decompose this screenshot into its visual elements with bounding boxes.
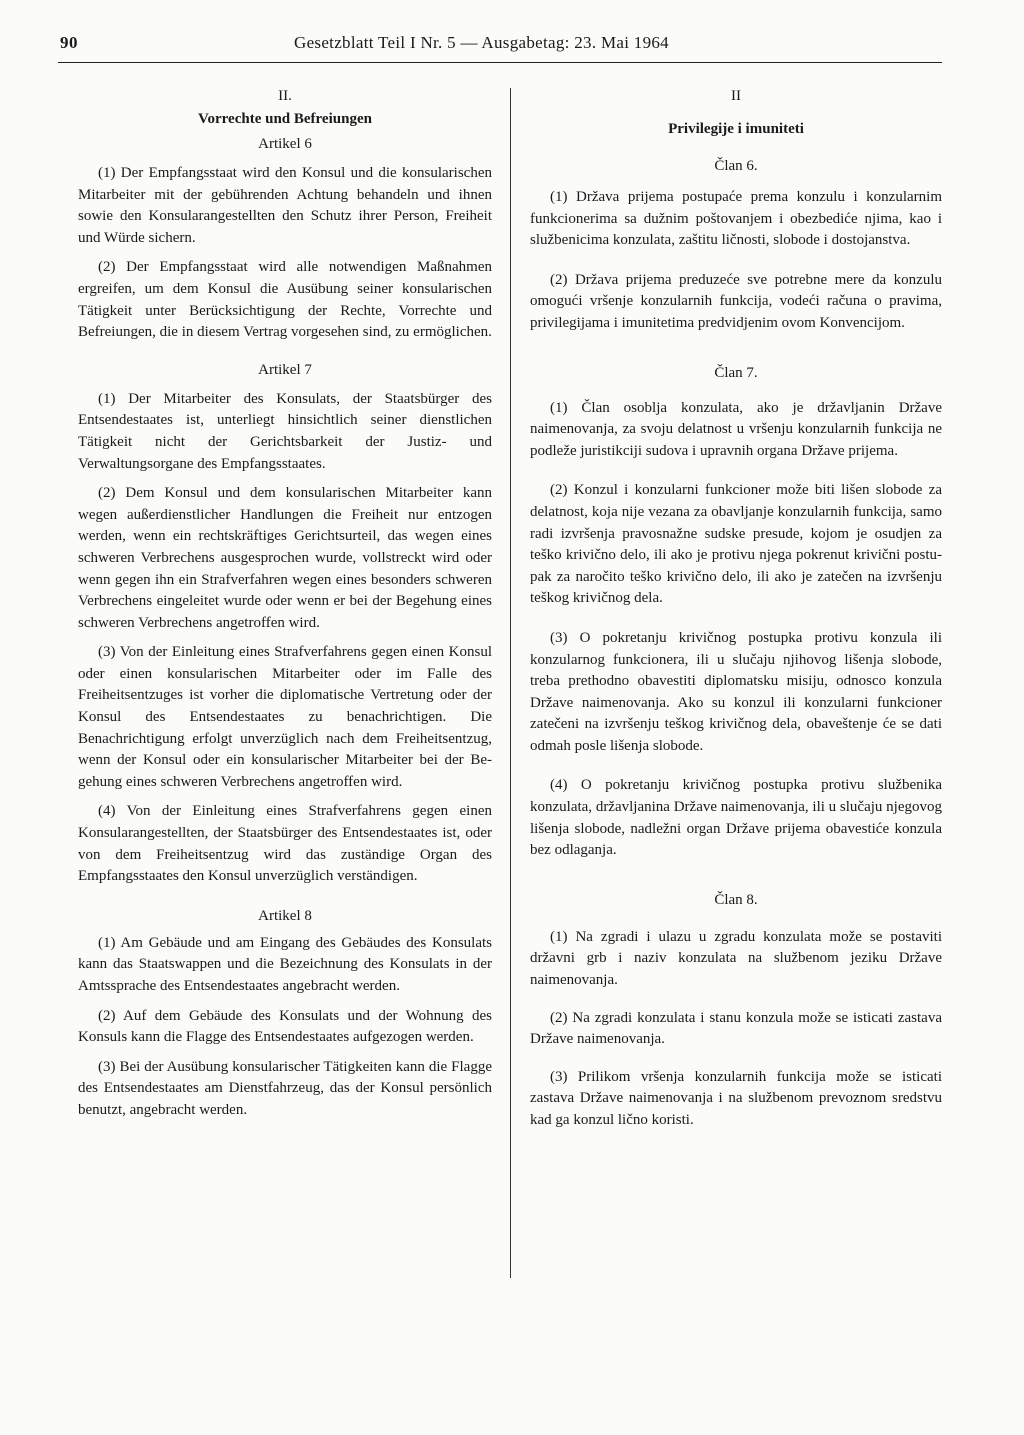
paragraph: (3) Von der Einleitung eines Strafverfahrens gegen einen Konsul oder einen konsularischen Mitarbeiter oder im Falle des Freiheitsentzuges ist vorher die diplomatische Vertretung oder der Konsul des Entsendestaates zu benachrichtigen. Die Benachrichtigung erfolgt unverzüglich nach dem Freiheitsentzug, wenn der Konsul oder ein konsularischer Mitarbeiter bei der Begehung eines schweren Verbrechens angetroffen wird.: [78, 644, 492, 790]
paragraph: (4) O pokretanju krivičnog postupka protivu službenika konzulata, državljanina Države naimenovanja, ili u slučaju njegovog lišenja slobode, nadležni organ Države prijema obavestiće konzula bez odlaganja.: [530, 777, 942, 859]
paragraph: (4) Von der Einleitung eines Strafverfahrens gegen einen Konsularangestellten, der Staatsbürger des Entsendestaates ist, oder von dem Freiheitsentzug wird das zuständige Organ des Empfangsstaates den Konsul unverzüglich verständigen.: [78, 803, 492, 885]
section-title: Privilegije i imuniteti: [668, 121, 804, 137]
article-heading: Artikel 8: [258, 907, 312, 924]
section-number: II.: [278, 88, 292, 104]
section-title: Vorrechte und Befreiungen: [198, 111, 372, 127]
paragraph: (1) Na zgradi i ulazu u zgradu konzulata može se postaviti državni grb i naziv konzulata na službenom jeziku Države naimenovanja.: [530, 928, 942, 989]
paragraph: (2) Auf dem Gebäude des Konsulats und der Wohnung des Konsuls kann die Flagge des Entsendestaates aufgezogen werden.: [78, 1007, 492, 1046]
running-header: Gesetzblatt Teil I Nr. 5 — Ausgabetag: 23. Mai 1964: [294, 33, 669, 52]
paragraph: (1) Država prijema postupaće prema konzulu i konzularnim funkcionerima sa dužnim poštovanjem i obezbediće njima, kao i službenicima konzulata, zaštitu ličnosti, slobode i dostojanstva.: [530, 189, 942, 249]
paragraph: (1) Der Mitarbeiter des Konsulats, der Staatsbürger des Entsendestaates ist, unterliegt hinsichtlich seiner dienstlichen Tätigkeit nicht der Gerichtsbarkeit der Justiz- und Verwaltungsorgane des Empfangsstaates.: [78, 390, 492, 472]
header-rule: [58, 62, 942, 63]
paragraph: (1) Der Empfangsstaat wird den Konsul und die konsularischen Mitarbeiter mit der gebührenden Achtung behandeln und ihnen sowie den Konsularangestellten den Schutz ihrer Person, Freiheit und Würde sichern.: [78, 165, 492, 246]
article-heading: Artikel 6: [258, 136, 312, 152]
paragraph: (1) Član osoblja konzulata, ako je državljanin Države naimenovanja, za svoju delatnost u vršenju konzularnih funkcija ne podleže juristikciji sudova i upravnih organa Države prijema.: [530, 399, 942, 459]
paragraph: (2) Konzul i konzularni funkcioner može biti lišen slobode za delatnost, koja nije vezana za obavljanje konzularnih funkcija, samo radi izvršenja pravosnažne sudske presude, kojom je osudjen za teško krivično delo, ili ako je protivu njega pokrenut krivični postupak za naročito teško krivično delo, ili ako je zatečen na izvršenju teškog krivičnog dela.: [530, 482, 942, 607]
german-column: [78, 88, 492, 1122]
article-heading: Član 8.: [714, 891, 758, 908]
paragraph: (2) Der Empfangsstaat wird alle notwendigen Maßnahmen ergreifen, um dem Konsul die Ausübung seiner konsularischen Tätigkeit unter Berücksichtigung der Rechte, Vorrechte und Befreiungen, die in diesem Vertrag vorgesehen sind, zu ermöglichen.: [78, 259, 492, 341]
article-heading: Član 6.: [714, 158, 758, 174]
article-heading: Artikel 7: [258, 361, 312, 378]
paragraph: (1) Am Gebäude und am Eingang des Gebäudes des Konsulats kann das Staatswappen und die Bezeichnung des Konsulats in der Amtssprache des Entsendestaates angebracht werden.: [78, 934, 492, 994]
paragraph: (3) Bei der Ausübung konsularischer Tätigkeiten kann die Flagge des Entsendestaates am Dienstfahrzeug, das der Konsul persönlich benutzt, angebracht werden.: [78, 1058, 492, 1118]
page-number: 90: [60, 33, 78, 52]
column-divider: [510, 88, 511, 1278]
section-number: II: [731, 88, 741, 104]
paragraph: (3) Prilikom vršenja konzularnih funkcija može se isticati zastava Države naimenovanja i na službenom prevoznom sredstvu kad ga konzul lično koristi.: [530, 1068, 942, 1128]
paragraph: (2) Na zgradi konzulata i stanu konzula može se isticati zastava Države naimenovanja.: [530, 1009, 942, 1048]
paragraph: (3) O pokretanju krivičnog postupka protivu konzula ili konzularnog funkcionera, ili u slučaju njihovog lišenja slobode, treba prethodno obavestiti diplomatsku misiju, odnosco konzula Države naimenovanja. Ako su konzul ili konzularni funkcioner zatečeni na izvršenju teškog krivičnog dela, obaveštenje će se dati odmah posle lišenja slobode.: [530, 629, 942, 754]
serbocroatian-column: [530, 88, 942, 1132]
paragraph: (2) Dem Konsul und dem konsularischen Mitarbeiter kann wegen außerdienstlicher Handlungen die Freiheit nur entzogen werden, wenn ein rechtskräftiges Gerichtsurteil, das wegen eines schweren Verbrechens ausgesprochen wurde, vollstreckt wird oder wenn gegen ihn ein Strafverfahren wegen eines besonders schweren Verbrechens eingeleitet wurde oder wenn er bei der Begehung eines schweren Verbrechens angetroffen wird.: [78, 485, 492, 631]
article-heading: Član 7.: [714, 364, 758, 381]
paragraph: (2) Država prijema preduzeće sve potrebne mere da konzulu omogući vršenje konzularnih funkcija, vodeći računa o pravima, privilegijama i imunitetima predvidjenim ovom Konvencijom.: [530, 271, 942, 331]
